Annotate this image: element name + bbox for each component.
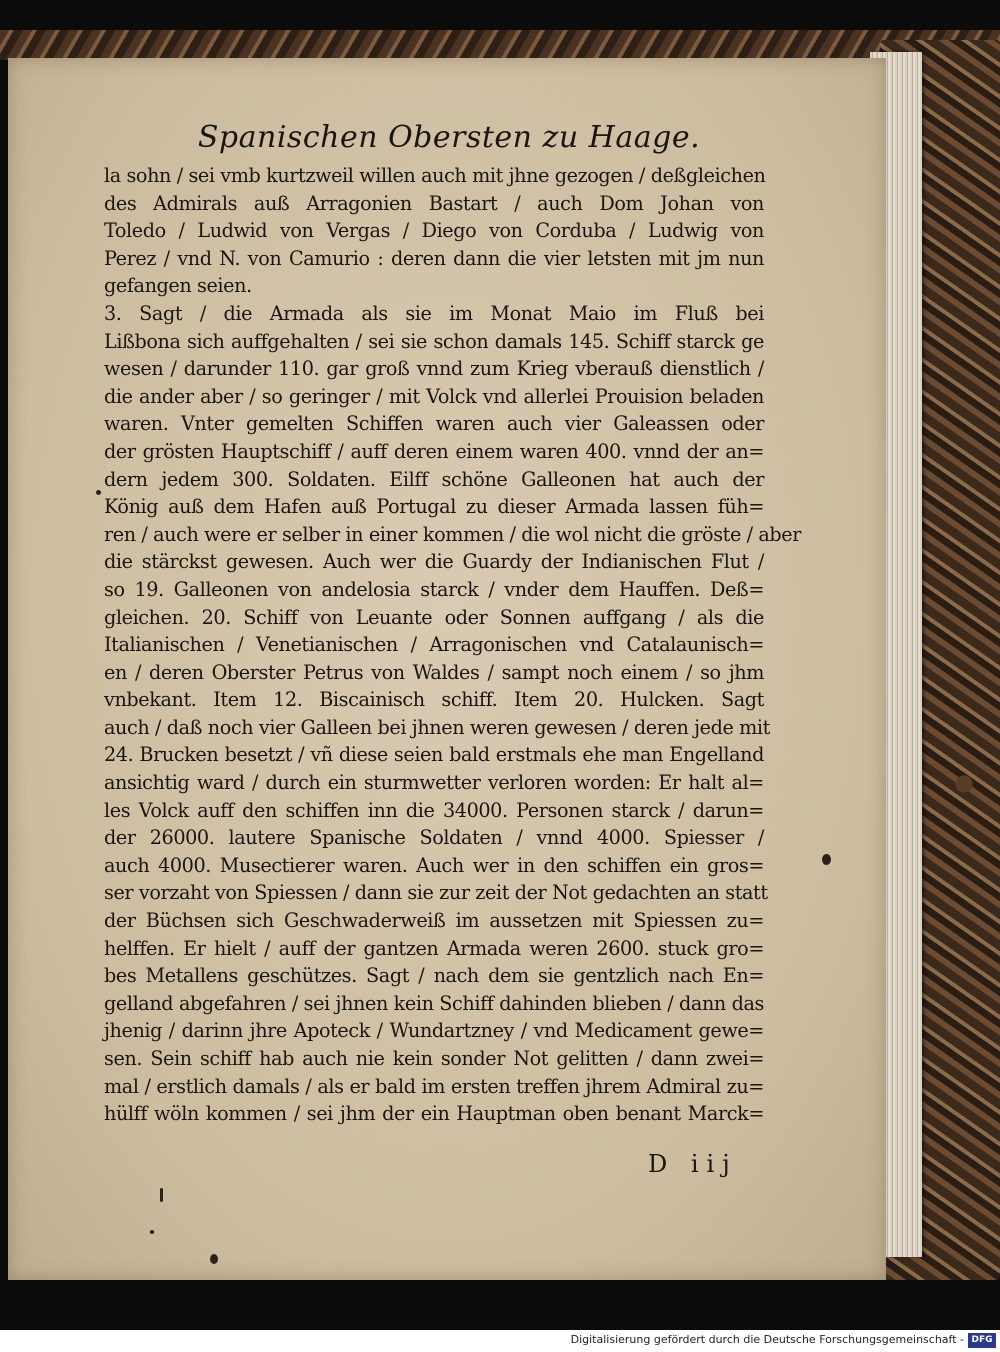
text-line: der grösten Hauptschiff / auff deren einem waren 400. vnnd der an= (104, 439, 764, 463)
text-line: bes Metallens geschützes. Sagt / nach dem sie gentzlich nach En= (104, 964, 764, 988)
text-line: Perez / vnd N. von Camurio : deren dann die vier letsten mit jm nun (104, 246, 764, 270)
running-head: Spanischen Obersten zu Haage. (197, 120, 701, 155)
text-line: gefangen seien. (104, 274, 252, 298)
ink-speck (160, 1188, 163, 1202)
text-line: vnbekant. Item 12. Biscainisch schiff. Item 20. Hulcken. Sagt (104, 688, 764, 712)
text-line: mal / erstlich damals / als er bald im ersten treffen jhrem Admiral zu= (104, 1074, 764, 1098)
text-line: die ander aber / so geringer / mit Volck vnd allerlei Prouision beladen (104, 384, 764, 408)
text-line: 24. Brucken besetzt / vñ diese seien bald erstmals ehe man Engelland (104, 743, 764, 767)
text-line: König auß dem Hafen auß Portugal zu dieser Armada lassen füh= (104, 495, 764, 519)
text-line: des Admirals auß Arragonien Bastart / auch Dom Johan von (104, 191, 764, 215)
text-line: ren / auch were er selber in einer kommen / die wol nicht die gröste / aber (104, 522, 802, 546)
text-line: les Volck auff den schiffen inn die 34000. Personen starck / darun= (104, 798, 764, 822)
page-content (104, 120, 802, 1128)
text-block (104, 162, 802, 1128)
ink-speck (96, 490, 101, 495)
book-top-edge (0, 30, 1000, 60)
text-line: 3. Sagt / die Armada als sie im Monat Maio im Fluß bei (104, 301, 764, 325)
funding-credit: Digitalisierung gefördert durch die Deutsche Forschungsgemeinschaft - (570, 1333, 964, 1346)
text-line: so 19. Galleonen von andelosia starck / vnder dem Hauffen. Deß= (104, 577, 764, 601)
text-line: Toledo / Ludwid von Vergas / Diego von Corduba / Ludwig von (104, 219, 764, 243)
text-line: ser vorzaht von Spiessen / dann sie zur zeit der Not gedachten an statt (104, 881, 768, 905)
text-line: der Büchsen sich Geschwaderweiß im aussetzen mit Spiessen zu= (104, 909, 764, 933)
text-line: dern jedem 300. Soldaten. Eilff schöne Galleonen hat auch der (104, 467, 764, 491)
text-line: auch / daß noch vier Galleen bei jhnen weren gewesen / deren jede mit (104, 715, 770, 739)
text-line: Italianischen / Venetianischen / Arragonischen vnd Catalaunisch= (104, 633, 764, 657)
text-line: auch 4000. Musectierer waren. Auch wer in den schiffen ein gros= (104, 853, 764, 877)
text-line: gelland abgefahren / sei jhnen kein Schiff dahinden blieben / dann das (104, 991, 764, 1015)
text-line: Lißbona sich auffgehalten / sei sie schon damals 145. Schiff starck ge (104, 329, 764, 353)
text-line: jhenig / darinn jhre Apoteck / Wundartzney / vnd Medicament gewe= (104, 1019, 764, 1043)
text-line: hülff wöln kommen / sei jhm der ein Hauptman oben benant Marck= (104, 1102, 764, 1126)
signature-mark: D iij (648, 1150, 738, 1178)
text-line: die stärckst gewesen. Auch wer die Guardy der Indianischen Flut / (104, 550, 764, 574)
ink-speck (150, 1230, 154, 1234)
dfg-logo-icon: DFG (968, 1333, 996, 1348)
book-page (8, 58, 886, 1280)
text-line: helffen. Er hielt / auff der gantzen Armada weren 2600. stuck gro= (104, 936, 764, 960)
text-line: ansichtig ward / durch ein sturmwetter verloren worden: Er halt al= (104, 771, 764, 795)
footer-bar (0, 1330, 1000, 1352)
text-line: waren. Vnter gemelten Schiffen waren auch vier Galeassen oder (104, 412, 764, 436)
ink-speck (210, 1254, 218, 1264)
text-line: der 26000. lautere Spanische Soldaten / vnnd 4000. Spiesser / (104, 826, 764, 850)
text-line: en / deren Oberster Petrus von Waldes / sampt noch einem / so jhm (104, 660, 764, 684)
text-line: wesen / darunder 110. gar groß vnnd zum Krieg vberauß dienstlich / (104, 357, 764, 381)
ink-speck (822, 854, 831, 865)
text-line: la sohn / sei vmb kurtzweil willen auch mit jhne gezogen / deßgleichen (104, 164, 766, 187)
text-line: sen. Sein schiff hab auch nie kein sonder Not gelitten / dann zwei= (104, 1047, 764, 1070)
text-line: gleichen. 20. Schiff von Leuante oder Sonnen auffgang / als die (104, 605, 764, 629)
